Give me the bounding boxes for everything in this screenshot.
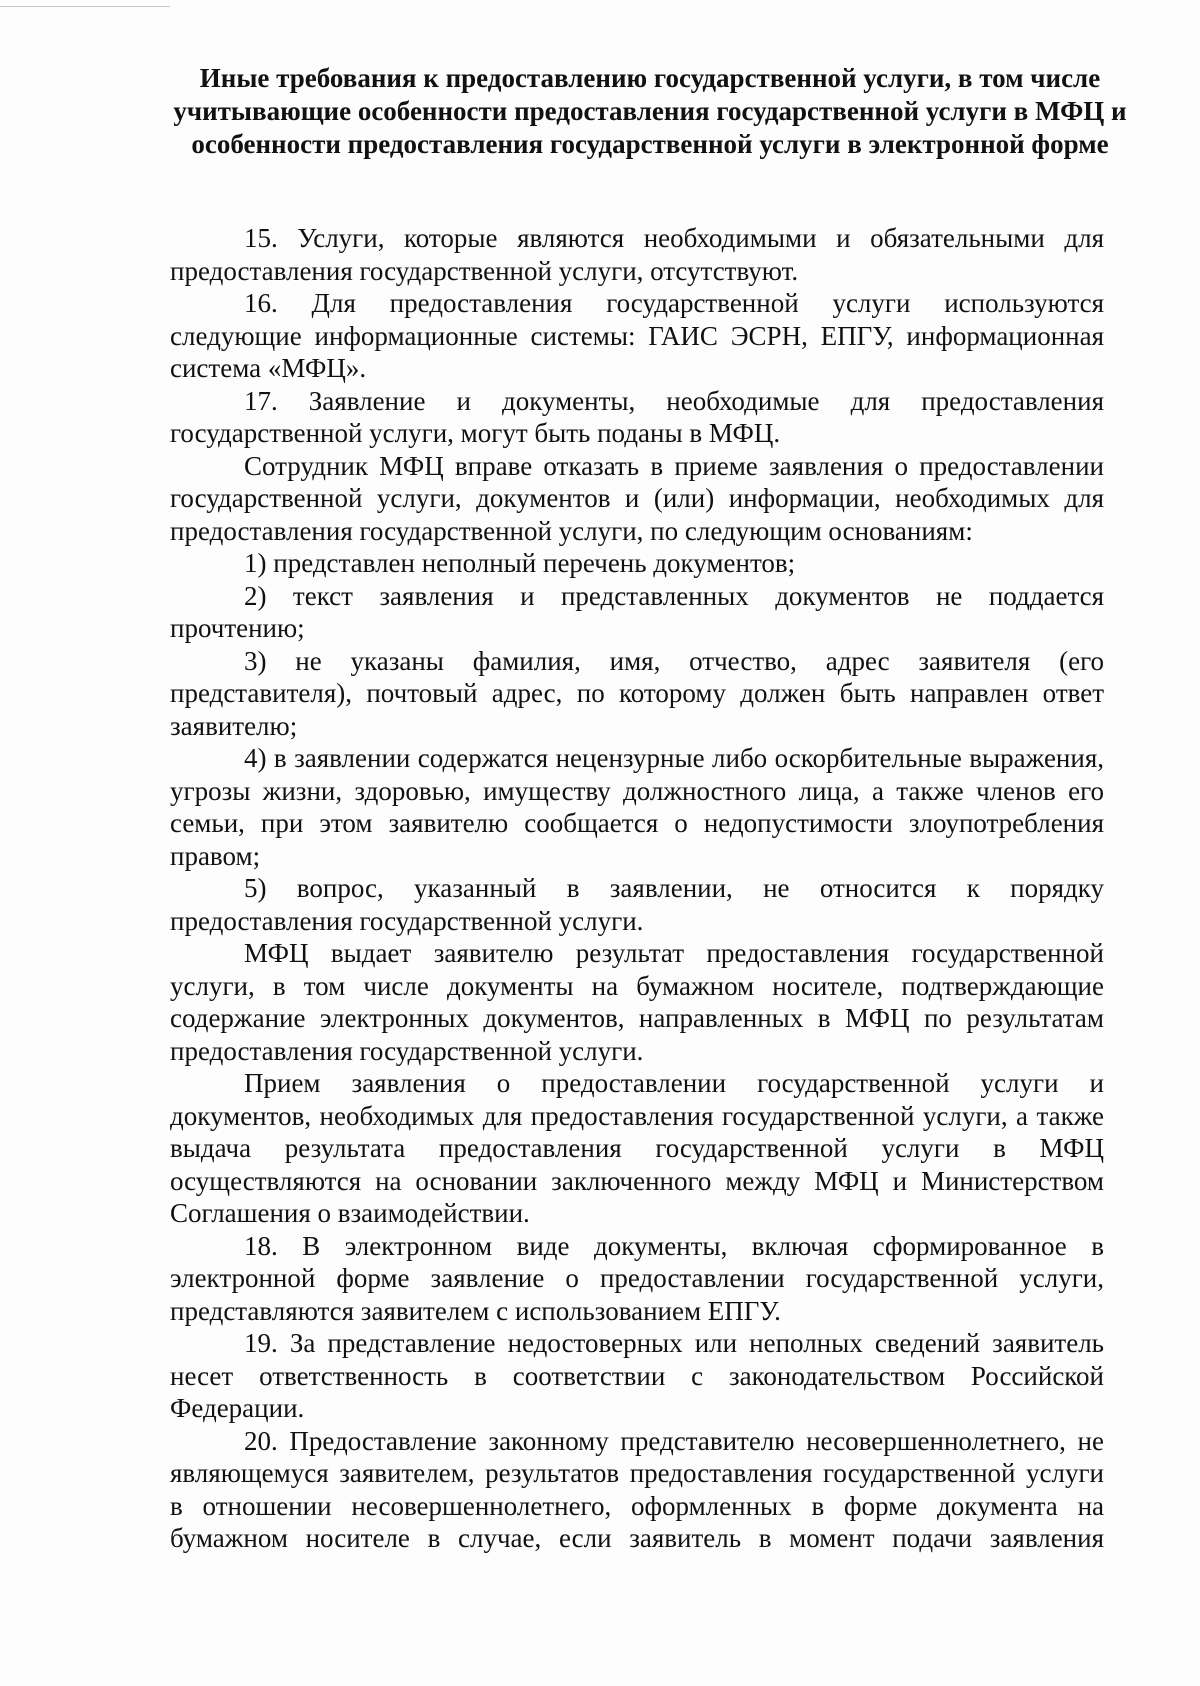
paragraph-refusal-item-5: 5) вопрос, указанный в заявлении, не относится к порядку предоставления государственной услуги. [170,873,1104,936]
paragraph-refusal-intro: Сотрудник МФЦ вправе отказать в приеме заявления о предоставлении государственной услуги, документов и (или) информации, необходимых для предоставления государственной услуги, по следующим основаниям: [170,450,1104,546]
paragraph-20: 20. Предоставление законному представителю несовершеннолетнего, не являющемуся заявителем, результатов предоставления государственной услуги в отношении несовершеннолетнего, оформленных в форме документа на бумажном носителе в случае, если заявитель в момент подачи заявления [170,1425,1104,1553]
document-body [170,222,1104,1555]
paragraph-refusal-item-2: 2) текст заявления и представленных документов не поддается прочтению; [170,580,1104,643]
paragraph-mfc-result: МФЦ выдает заявителю результат предоставления государственной услуги, в том числе документы на бумажном носителе, подтверждающие содержание электронных документов, направленных в МФЦ по результатам предоставления государственной услуги. [170,938,1104,1066]
paragraph-18: 18. В электронном виде документы, включая сформированное в электронной форме заявление о предоставлении государственной услуги, представляются заявителем с использованием ЕПГУ. [170,1230,1104,1326]
paragraph-mfc-agreement: Прием заявления о предоставлении государственной услуги и документов, необходимых для предоставления государственной услуги, а также выдача результата предоставления государственной услуги в МФЦ осуществляются на основании заключенного между МФЦ и Министерством Соглашения о взаимодействии. [170,1068,1104,1228]
scan-corner-mark [0,0,170,7]
paragraph-refusal-item-3: 3) не указаны фамилия, имя, отчество, адрес заявителя (его представителя), почтовый адрес, по которому должен быть направлен ответ заявителю; [170,645,1104,741]
paragraph-refusal-item-4: 4) в заявлении содержатся нецензурные либо оскорбительные выражения, угрозы жизни, здоровью, имуществу должностного лица, а также членов его семьи, при этом заявителю сообщается о недопустимости злоупотребления правом; [170,743,1104,871]
paragraph-15: 15. Услуги, которые являются необходимыми и обязательными для предоставления государственной услуги, отсутствуют. [170,223,1104,286]
section-title: Иные требования к предоставлению государственной услуги, в том числе учитывающие особенности предоставления государственной услуги в МФЦ и особенности предоставления государственной услуги в электронной форме [173,63,1127,159]
paragraph-16: 16. Для предоставления государственной услуги используются следующие информационные системы: ГАИС ЭСРН, ЕПГУ, информационная система «МФЦ». [170,288,1104,383]
paragraph-17: 17. Заявление и документы, необходимые для предоставления государственной услуги, могут быть поданы в МФЦ. [170,385,1104,448]
paragraph-19: 19. За представление недостоверных или неполных сведений заявитель несет ответственность в соответствии с законодательством Российской Федерации. [170,1328,1104,1423]
paragraph-refusal-item-1: 1) представлен неполный перечень документов; [244,548,796,578]
